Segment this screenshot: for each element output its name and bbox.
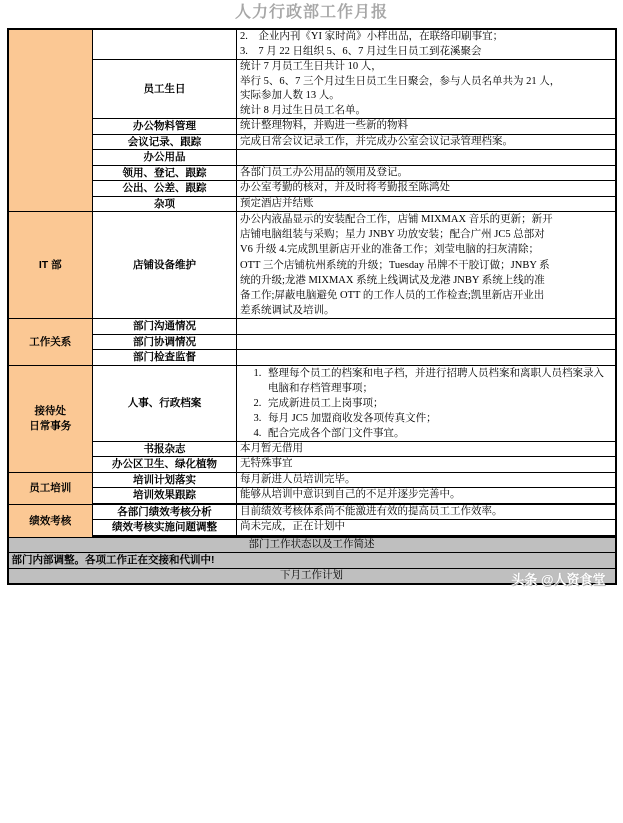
table-row — [8, 365, 616, 441]
item-cell-dept-communication: 部门沟通情况 — [93, 319, 237, 335]
table-row-it — [8, 212, 616, 319]
dept-cell-admin — [8, 29, 93, 212]
desc-line: 举行 5、6、7 三个月过生日员工生日聚会，参与人员名单共为 21 人， — [240, 75, 561, 87]
desc-line: 备工作;屏蔽电脑避免 OTT 的工作人员的工作检查;凯里新店开业出 — [240, 290, 545, 302]
desc-line: 统的升级;龙港 MIXMAX 系统上线调试及龙港 JNBY 系统上线的准 — [240, 274, 545, 286]
desc-line: 差系统调试及培训。 — [240, 305, 335, 317]
item-cell-business-trip: 公出、公差、跟踪 — [93, 181, 237, 197]
desc-line: 店铺电脑组装与采购；星力 JNBY 功放安装；配合广州 JC5 总部对 — [240, 229, 545, 241]
dept-cell-work-relations: 工作关系 — [8, 319, 93, 366]
item-cell-supplies-mgmt: 办公物料管理 — [93, 119, 237, 135]
item-cell-perf-adjustment: 绩效考核实施问题调整 — [93, 520, 237, 536]
desc-cell: 无特殊事宜 — [237, 457, 616, 473]
table-row-next-plan — [8, 568, 616, 584]
desc-cell — [237, 150, 616, 166]
dept-cell-performance: 绩效考核 — [8, 504, 93, 537]
table-row — [8, 150, 616, 166]
desc-cell — [237, 29, 616, 60]
status-heading: 部门工作状态以及工作简述 — [8, 537, 616, 553]
table-row-status-note — [8, 553, 616, 569]
desc-cell — [237, 350, 616, 366]
item-cell-office-supplies: 办公用品 — [93, 150, 237, 166]
list-item: 4. 配合完成各个部门文件事宜。 — [264, 426, 612, 441]
item-cell-office-hygiene: 办公区卫生、绿化植物 — [93, 457, 237, 473]
item-cell-dept-supervision: 部门检查监督 — [93, 350, 237, 366]
table-row — [8, 488, 616, 504]
table-row — [8, 334, 616, 350]
desc-line: OTT 三个店铺杭州系统的升级；Tuesday 吊牌不干胶订做；JNBY 系 — [240, 259, 550, 271]
item-cell-perf-analysis: 各部门绩效考核分析 — [93, 504, 237, 520]
table-row — [8, 196, 616, 212]
desc-cell: 目前绩效考核体系尚不能激进有效的提高员工工作效率。 — [237, 504, 616, 520]
list-item: 2. 完成新进员工上岗事项； — [264, 396, 612, 411]
desc-cell: 尚未完成，正在计划中 — [237, 520, 616, 536]
work-report-table — [7, 28, 617, 585]
table-row-status-heading — [8, 537, 616, 553]
table-body — [8, 29, 616, 587]
desc-cell: 完成日常会议记录工作，并完成办公室会议记录管理档案。 — [237, 134, 616, 150]
item-cell-requisition: 领用、登记、跟踪 — [93, 165, 237, 181]
desc-cell: 每月新进人员培训完毕。 — [237, 472, 616, 488]
desc-cell-birthday — [237, 60, 616, 119]
desc-cell: 统计整理物料，并购进一些新的物料 — [237, 119, 616, 135]
desc-line: 实际参加人数 13 人。 — [240, 90, 340, 101]
desc-cell-it — [237, 212, 616, 319]
desc-cell: 本月暂无借用 — [237, 441, 616, 457]
table-row — [8, 504, 616, 520]
table-row — [8, 134, 616, 150]
dept-cell-it: IT 部 — [8, 212, 93, 319]
page-title: 人力行政部工作月报 — [234, 4, 388, 21]
item-cell-store-equipment: 店铺设备维护 — [93, 212, 237, 319]
item-cell-hr-archives: 人事、行政档案 — [93, 365, 237, 441]
desc-cell: 能够从培训中意识到自己的不足并逐步完善中。 — [237, 488, 616, 504]
item-cell-misc: 杂项 — [93, 196, 237, 212]
desc-line: 统计 8 月过生日员工名单。 — [240, 104, 366, 116]
desc-cell: 各部门员工办公用品的领用及登记。 — [237, 165, 616, 181]
dept-label-line2: 日常事务 — [29, 419, 72, 432]
status-note: 部门内部调整。各项工作正在交接和代训中! — [8, 553, 616, 569]
next-plan-label: 下月工作计划 — [280, 569, 343, 581]
table-row — [8, 457, 616, 473]
next-plan-heading — [8, 568, 616, 587]
next-plan-wrap — [12, 569, 612, 587]
list-item: 1. 整理每个员工的档案和电子档，并进行招聘人员档案和离职人员档案录入电脑和存档管理事项； — [264, 366, 612, 396]
item-cell — [93, 29, 237, 60]
archives-list — [240, 366, 612, 441]
desc-cell-hr-archives — [237, 365, 616, 441]
table-row — [8, 350, 616, 366]
table-row — [8, 29, 616, 60]
table-row — [8, 319, 616, 335]
desc-line: 办公内液晶显示的安装配合工作，店铺 MIXMAX 音乐的更新；新开 — [240, 214, 553, 225]
dept-label-line1: 接待处 — [34, 405, 66, 418]
table-row — [8, 441, 616, 457]
table-row — [8, 472, 616, 488]
item-cell-dept-coordination: 部门协调情况 — [93, 334, 237, 350]
desc-line: 2. 企业内刊《YI 家时尚》小样出品，在联络印刷事宜； — [240, 31, 504, 42]
item-cell-books-magazines: 书报杂志 — [93, 441, 237, 457]
table-row — [8, 181, 616, 197]
dept-cell-reception — [8, 365, 93, 472]
item-cell-training-plan: 培训计划落实 — [93, 472, 237, 488]
desc-cell: 办公室考勤的核对，并及时将考勤报至陈鸿处 — [237, 181, 616, 197]
dept-cell-training: 员工培训 — [8, 472, 93, 504]
desc-cell — [237, 319, 616, 335]
item-cell-meeting-records: 会议记录、跟踪 — [93, 134, 237, 150]
table-row — [8, 165, 616, 181]
table-row — [8, 60, 616, 119]
desc-line: V6 升级 4.完成凯里新店开业的准备工作；刘莹电脑的扫灰清除； — [240, 244, 539, 256]
desc-line: 统计 7 月员工生日共计 10 人， — [240, 61, 382, 72]
item-cell-birthday: 员工生日 — [93, 60, 237, 119]
desc-cell — [237, 334, 616, 350]
desc-line: 3. 7 月 22 日组织 5、6、7 月过生日员工到花溪聚会 — [240, 45, 482, 57]
table-row — [8, 119, 616, 135]
desc-cell: 预定酒店并结账 — [237, 196, 616, 212]
table-row — [8, 520, 616, 536]
watermark-label: 头条 @人资食堂 — [511, 571, 606, 587]
list-item: 3. 每月 JC5 加盟商收发各项传真文件； — [264, 411, 612, 426]
item-cell-training-effect: 培训效果跟踪 — [93, 488, 237, 504]
